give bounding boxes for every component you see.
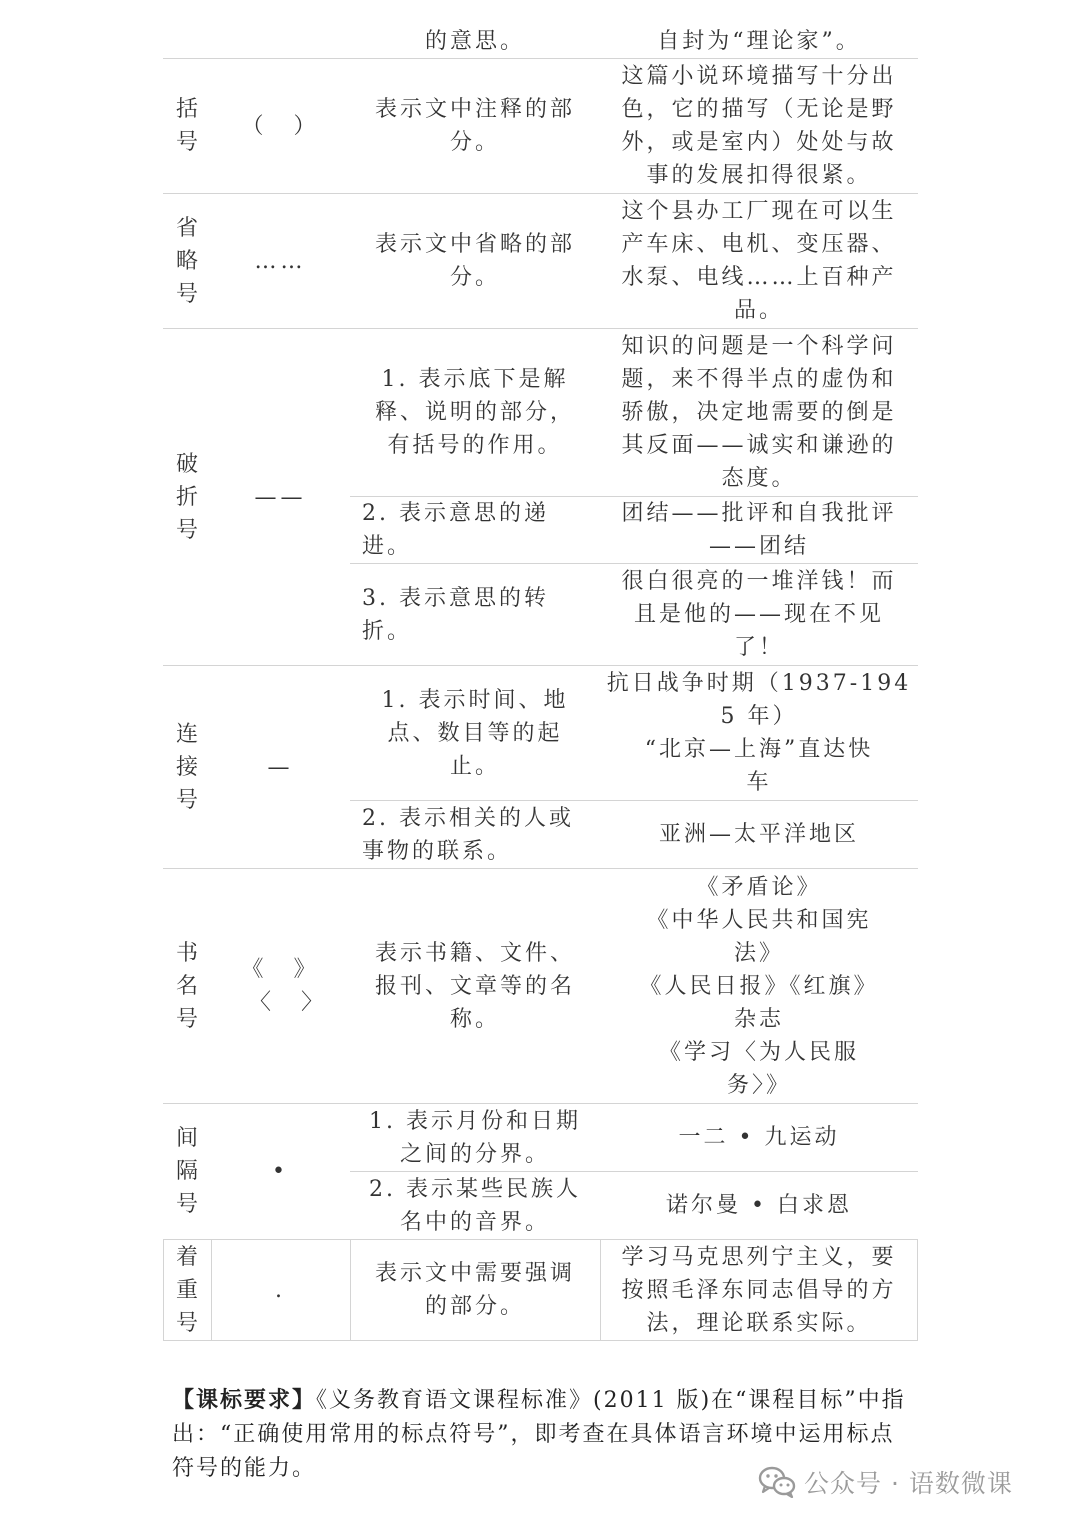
punct-symbol-cell: 《 》 〈 〉 [241, 957, 327, 1015]
usage-cell: 1. 表示时间、地 点、数目等的起 止。 [381, 687, 569, 779]
example-cell: 《矛盾论》 《中华人民共和国宪 法》 《人民日报》《红旗》 杂志 《学习〈为人民服 务〉》 [639, 874, 879, 1098]
usage-cell: 1. 表示底下是解 释、说明的部分， 有括号的作用。 [374, 367, 575, 458]
table-rule [350, 563, 918, 564]
example-cell: 这个县办工厂现在可以生 产车床、电机、变压器、 水泵、电线……上百种产 品。 [621, 199, 897, 323]
punct-symbol-cell: — [267, 754, 294, 780]
table-rule [350, 496, 918, 497]
example-cell: 知识的问题是一个科学问 题，来不得半点的虚伪和 骄傲，决定地需要的倒是 其反面——诚实和谦逊的 态度。 [621, 334, 897, 491]
punct-symbol-cell: …… [254, 248, 307, 274]
usage-cell: 1. 表示月份和日期 之间的分界。 [369, 1108, 581, 1167]
punct-symbol-cell: —— [254, 484, 307, 510]
watermark [758, 1462, 1013, 1502]
punct-name-cell: 破 折 号 [175, 451, 198, 543]
example-cell: 很白很亮的一堆洋钱！而 且是他的——现在不见 了！ [621, 569, 897, 660]
table-rule [350, 1239, 351, 1341]
example-cell: 亚洲—太平洋地区 [658, 822, 859, 847]
usage-cell: 表示文中注释的部 分。 [374, 97, 575, 155]
table-rule [600, 1239, 601, 1341]
usage-cell-continued: 的意思。 [424, 29, 525, 54]
table-rule [163, 665, 918, 666]
example-cell: 抗日战争时期（1937-194 5 年） “北京—上海”直达快 车 [606, 671, 912, 795]
example-cell: 学习马克思列宁主义，要 按照毛泽东同志倡导的方 法，理论联系实际。 [621, 1244, 897, 1336]
punct-name-cell: 着 重 号 [175, 1244, 198, 1336]
curriculum-requirement-label: 【课标要求】 [172, 1387, 317, 1413]
usage-cell: 表示文中省略的部 分。 [374, 232, 575, 290]
usage-cell: 2. 表示某些民族人 名中的音界。 [369, 1176, 581, 1235]
example-cell: 团结——批评和自我批评 ——团结 [621, 501, 897, 559]
punct-symbol-cell: . [275, 1277, 286, 1303]
table-rule [163, 328, 918, 329]
usage-cell: 2. 表示相关的人或 事物的联系。 [362, 805, 574, 864]
table-rule [211, 1239, 212, 1341]
table-rule [163, 58, 918, 59]
table-rule [163, 1103, 918, 1104]
table-rule [163, 193, 918, 194]
table-rule [917, 1239, 918, 1341]
table-rule [350, 1171, 918, 1172]
punct-symbol-cell: （ ） [241, 113, 320, 139]
punct-name-cell: 间 隔 号 [175, 1126, 198, 1217]
example-cell: 一二 • 九运动 [678, 1125, 840, 1150]
punct-name-cell: 括 号 [175, 97, 198, 155]
punct-name-cell: 书 名 号 [175, 940, 198, 1032]
example-cell-continued: 自封为“理论家”。 [657, 29, 861, 54]
punct-name-cell: 连 接 号 [175, 721, 198, 813]
wechat-icon [758, 1466, 796, 1498]
usage-cell: 表示书籍、文件、 报刊、文章等的名 称。 [374, 940, 575, 1032]
example-cell: 诺尔曼 • 白求恩 [666, 1193, 852, 1218]
usage-cell: 3. 表示意思的转 折。 [362, 585, 549, 644]
usage-cell: 表示文中需要强调 的部分。 [374, 1261, 575, 1319]
table-rule [163, 1239, 918, 1240]
example-cell: 这篇小说环境描写十分出 色，它的描写（无论是野 外，或是室内）处处与故 事的发展扣得很紧。 [621, 64, 897, 188]
punct-name-cell: 省 略 号 [175, 215, 198, 307]
watermark-text: 公众号 · 语数微课 [804, 1469, 1013, 1498]
punct-symbol-cell: • [272, 1159, 289, 1184]
usage-cell: 2. 表示意思的递 进。 [362, 501, 549, 559]
table-rule [163, 1340, 918, 1341]
curriculum-requirement-text: 《义务教育语文课程标准》(2011 版)在“课程目标”中指出：“正确使用常用的标点符号”，即考查在具体语言环境中运用标点符号的能力。 [172, 1388, 906, 1481]
table-rule [163, 868, 918, 869]
table-rule [350, 800, 918, 801]
table-rule [163, 1239, 164, 1341]
